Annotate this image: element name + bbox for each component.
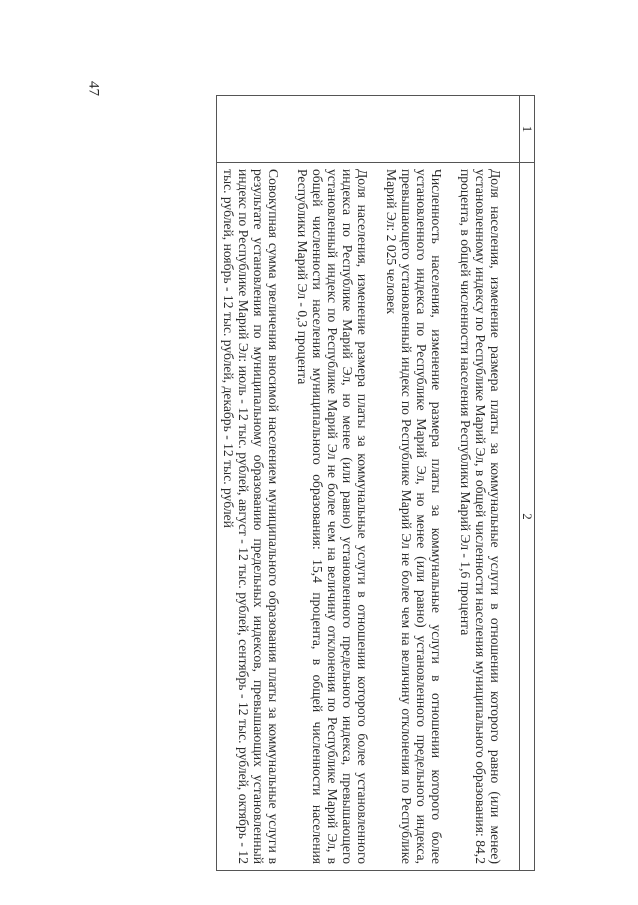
page-number: 47	[85, 81, 102, 96]
table-row	[217, 96, 520, 871]
rotated-page-content	[123, 95, 535, 870]
paragraph-population-share-above-index: Доля населения, изменение размера платы за коммунальные услуги в отношении которого более установленного индекса по Республике Марий Эл, но менее (или равно) установленного предельного индекса, превышающего установленный индекс по Республике Марий Эл не более чем на величину отклонения по Республике Марий Эл, в общей численности населения муниципального образования: 15,4 процента, в общей численности населения Республики Марий Эл - 0,3 процента	[295, 169, 370, 864]
data-table	[216, 95, 535, 871]
table-cell-empty	[217, 96, 520, 163]
column-header-2: 2	[520, 163, 535, 871]
paragraph-population-count-above-index: Численность населения, изменение размера платы за коммунальные услуги в отношении которого более установленного индекса по Республике Марий Эл, но менее (или равно) установленного предельного индекса, превышающего установленный индекс по Республике Марий Эл не более чем на величину отклонения по Республике Марий Эл: 2 025 человек	[384, 169, 444, 864]
table-header-row	[520, 96, 535, 871]
paragraph-total-payment-increase: Совокупная сумма увеличения вносимой населением муниципального образования платы за коммунальные услуги в результате установления по муниципальному образованию предельных индексов, превышающих установленный индекс по Республике Марий Эл: июль - 12 тыс. рублей, август - 12 тыс. рублей, сентябрь - 12 тыс. рублей, октябрь - 12 тыс. рублей, ноябрь - 12 тыс. рублей, декабрь - 12 тыс. рублей	[221, 169, 281, 864]
paragraph-population-share-below-index: Доля населения, изменение размера платы за коммунальные услуги в отношении которого равно (или менее) установленному индексу по Республике Марий Эл, в общей численности населения муниципального образования: 84,2 процента, в общей численности населения Республики Марий Эл - 1,6 процента	[458, 169, 503, 864]
table-cell-content	[217, 163, 520, 871]
column-header-1: 1	[520, 96, 535, 163]
